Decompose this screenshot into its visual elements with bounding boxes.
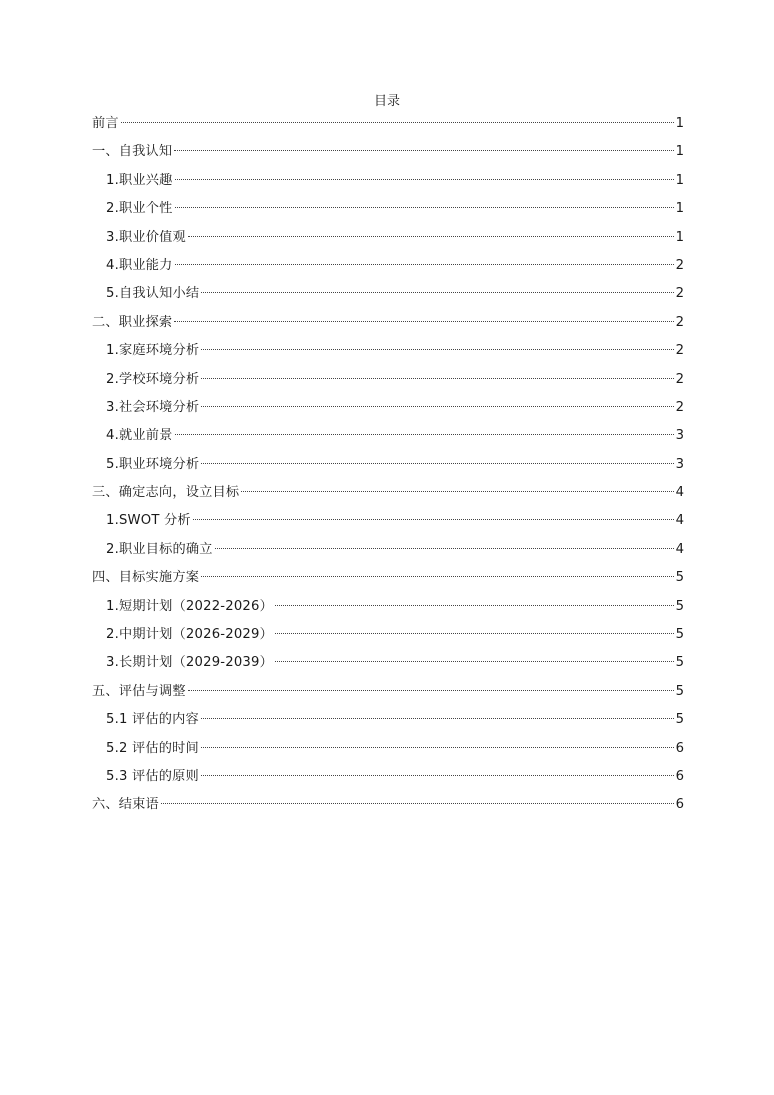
toc-entry-label: 4.职业能力 <box>106 257 173 273</box>
toc-entry-label: 4.就业前景 <box>106 428 173 444</box>
toc-entry-label: 1.SWOT 分析 <box>106 513 191 529</box>
toc-entry-label: 1.家庭环境分析 <box>106 343 200 359</box>
toc-dot-leader <box>201 718 674 719</box>
toc-entry-label: 三、确定志向，设立目标 <box>92 485 240 501</box>
toc-dot-leader <box>201 406 673 407</box>
toc-entry-label: 5.2 评估的时间 <box>106 740 199 756</box>
toc-entry-label: 2.职业目标的确立 <box>106 541 213 557</box>
toc-dot-leader <box>275 605 674 606</box>
toc-page-number: 2 <box>675 371 684 387</box>
toc-entry-label: 5.1 评估的内容 <box>106 712 199 728</box>
toc-entry[interactable] <box>92 593 684 621</box>
toc-entry[interactable] <box>92 451 684 479</box>
toc-entry[interactable] <box>92 366 684 394</box>
toc-entry[interactable] <box>92 564 684 592</box>
toc-entry[interactable] <box>92 536 684 564</box>
toc-title: 目录 <box>373 94 400 109</box>
toc-dot-leader <box>275 633 674 634</box>
toc-entry[interactable] <box>92 394 684 422</box>
toc-dot-leader <box>201 292 673 293</box>
toc-entry-label: 五、评估与调整 <box>92 683 186 699</box>
toc-page-number: 5 <box>675 627 684 643</box>
toc-dot-leader <box>201 576 674 577</box>
toc-entry-label: 一、自我认知 <box>92 144 173 160</box>
toc-entry-label: 六、结束语 <box>92 797 159 813</box>
toc-dot-leader <box>201 349 673 350</box>
toc-entry-label: 前言 <box>92 116 119 131</box>
toc-dot-leader <box>201 775 674 776</box>
toc-entry-label: 3.长期计划（2029-2039） <box>106 655 273 671</box>
toc-entry[interactable] <box>92 763 684 791</box>
toc-page-number: 1 <box>675 201 684 217</box>
toc-page-number: 6 <box>675 768 684 784</box>
toc-entry[interactable] <box>92 138 684 166</box>
toc-entry-label: 二、职业探索 <box>92 314 173 330</box>
toc-dot-leader <box>174 150 673 151</box>
toc-page-number: 1 <box>675 144 684 160</box>
toc-dot-leader <box>174 321 673 322</box>
toc-dot-leader <box>175 264 674 265</box>
toc-dot-leader <box>201 463 673 464</box>
toc-dot-leader <box>175 434 674 435</box>
toc-entry[interactable] <box>92 224 684 252</box>
toc-dot-leader <box>175 179 674 180</box>
toc-entry[interactable] <box>92 110 684 138</box>
toc-dot-leader <box>201 378 673 379</box>
toc-page-number: 2 <box>675 314 684 330</box>
toc-page-number: 2 <box>675 257 684 273</box>
toc-dot-leader <box>121 122 674 123</box>
toc-entry[interactable] <box>92 337 684 365</box>
toc-page-number: 6 <box>675 797 684 813</box>
toc-page-number: 2 <box>675 343 684 359</box>
toc-page-number: 1 <box>675 229 684 245</box>
toc-entry-label: 四、目标实施方案 <box>92 570 200 586</box>
toc-entry-label: 5.3 评估的原则 <box>106 768 199 784</box>
toc-entry[interactable] <box>92 167 684 195</box>
toc-page-number: 5 <box>675 683 684 699</box>
toc-page-number: 2 <box>675 286 684 302</box>
toc-entry-label: 3.社会环境分析 <box>106 399 200 415</box>
toc-entry-label: 2.职业个性 <box>106 201 173 217</box>
toc-entry-label: 1.职业兴趣 <box>106 172 173 188</box>
toc-dot-leader <box>188 236 674 237</box>
toc-page-number: 5 <box>675 570 684 586</box>
toc-dot-leader <box>161 803 674 804</box>
toc-dot-leader <box>193 519 674 520</box>
toc-entry-label: 2.学校环境分析 <box>106 371 200 387</box>
toc-entry-label: 3.职业价值观 <box>106 229 186 245</box>
toc-dot-leader <box>175 207 674 208</box>
toc-entry[interactable] <box>92 252 684 280</box>
toc-entry-label: 1.短期计划（2022-2026） <box>106 598 273 614</box>
toc-dot-leader <box>188 690 674 691</box>
toc-page-number: 4 <box>675 541 684 557</box>
toc-entry[interactable] <box>92 706 684 734</box>
toc-page-number: 2 <box>675 399 684 415</box>
toc-page-number: 5 <box>675 598 684 614</box>
toc-entry-label: 5.自我认知小结 <box>106 286 200 302</box>
toc-dot-leader <box>275 661 674 662</box>
toc-dot-leader <box>241 491 673 492</box>
toc-dot-leader <box>215 548 674 549</box>
toc-page-number: 1 <box>675 172 684 188</box>
toc-entry[interactable] <box>92 195 684 223</box>
toc-entry[interactable] <box>92 621 684 649</box>
toc-entry[interactable] <box>92 309 684 337</box>
toc-entry[interactable] <box>92 479 684 507</box>
toc-page-number: 4 <box>675 485 684 501</box>
toc-page-number: 4 <box>675 513 684 529</box>
toc-entry[interactable] <box>92 649 684 677</box>
toc-entry-label: 2.中期计划（2026-2029） <box>106 627 273 643</box>
toc-page-number: 6 <box>675 740 684 756</box>
toc-list <box>92 110 684 820</box>
toc-entry[interactable] <box>92 280 684 308</box>
toc-page-number: 5 <box>675 712 684 728</box>
toc-entry[interactable] <box>92 422 684 450</box>
toc-page-number: 3 <box>675 456 684 472</box>
toc-page-number: 1 <box>675 116 684 131</box>
toc-page-number: 5 <box>675 655 684 671</box>
toc-page-number: 3 <box>675 428 684 444</box>
toc-entry[interactable] <box>92 735 684 763</box>
toc-entry[interactable] <box>92 507 684 535</box>
toc-entry[interactable] <box>92 791 684 819</box>
toc-dot-leader <box>201 747 674 748</box>
toc-entry-label: 5.职业环境分析 <box>106 456 200 472</box>
toc-entry[interactable] <box>92 678 684 706</box>
